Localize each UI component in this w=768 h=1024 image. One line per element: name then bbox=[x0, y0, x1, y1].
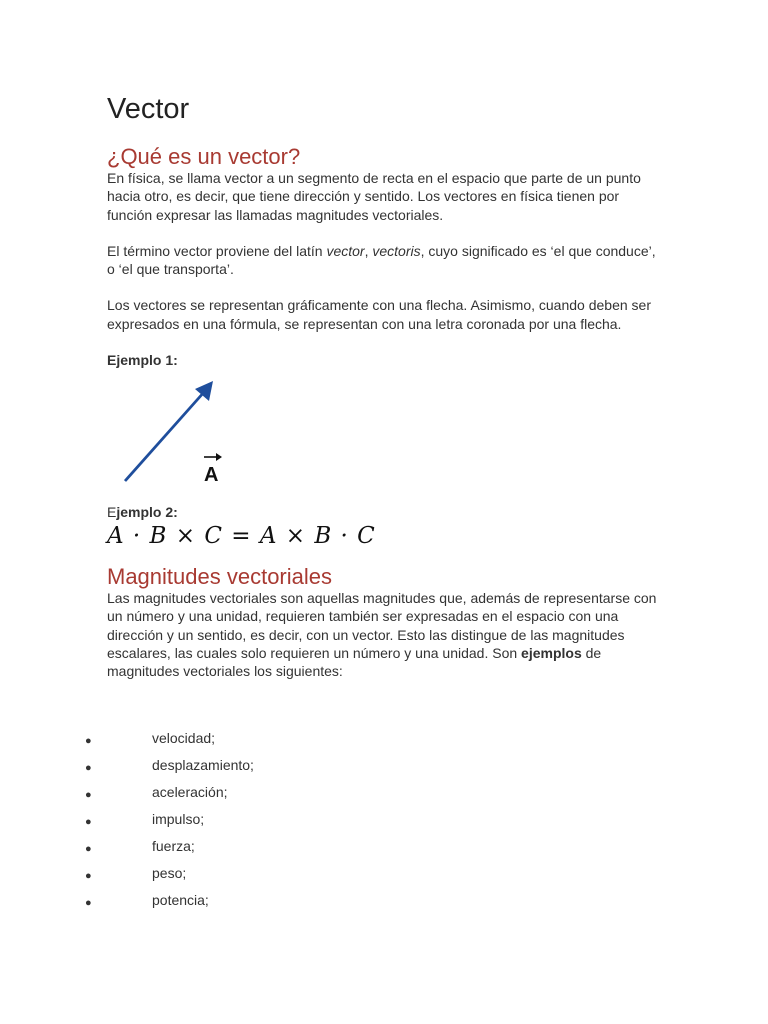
example1-label: Ejemplo 1: bbox=[107, 352, 178, 369]
vector-arrow-shaft bbox=[125, 391, 205, 481]
bullet-icon: ● bbox=[85, 870, 92, 882]
etymology-text-a: El término vector proviene del latín bbox=[107, 242, 327, 259]
section-heading-what-is-vector: ¿Qué es un vector? bbox=[107, 144, 301, 169]
example2-label-rest: jemplo 2: bbox=[116, 504, 178, 521]
bullet-icon: ● bbox=[85, 843, 92, 855]
bullet-icon: ● bbox=[85, 735, 92, 747]
example2-label bbox=[107, 503, 667, 521]
list-item: ● fuerza; bbox=[0, 837, 768, 864]
list-item: ● desplazamiento; bbox=[0, 756, 768, 783]
page-title: Vector bbox=[107, 93, 190, 125]
bullet-icon: ● bbox=[85, 897, 92, 909]
etymology-text-b: , bbox=[364, 242, 373, 259]
section-heading-vector-magnitudes: Magnitudes vectoriales bbox=[107, 564, 333, 590]
vector-symbol-a: A bbox=[204, 464, 219, 487]
symbol-overarrow-head bbox=[216, 453, 222, 461]
document-body bbox=[107, 90, 667, 681]
bullet-icon: ● bbox=[85, 762, 92, 774]
bullet-icon: ● bbox=[85, 789, 92, 801]
list-item: ● peso; bbox=[0, 864, 768, 891]
magnitudes-text-b: de magnitudes vectoriales los siguientes: bbox=[107, 644, 602, 680]
etymology-term-vectoris: vectoris bbox=[372, 242, 421, 259]
list-item: ● aceleración; bbox=[0, 783, 768, 810]
list-item: ● velocidad; bbox=[0, 729, 768, 756]
paragraph-etymology bbox=[107, 242, 667, 279]
etymology-text-c: , cuyo significado es ‘el que conduce’, o ‘el que transporta’. bbox=[107, 242, 656, 278]
list-item: ● impulso; bbox=[0, 810, 768, 837]
vector-arrow-diagram bbox=[107, 375, 247, 489]
etymology-term-vector: vector bbox=[326, 242, 365, 259]
paragraph-magnitudes bbox=[107, 589, 667, 680]
magnitudes-bold-examples: ejemplos bbox=[521, 644, 582, 661]
magnitudes-list bbox=[0, 729, 768, 918]
magnitudes-text-a: Las magnitudes vectoriales son aquellas magnitudes que, además de representarse con un número y una unidad, requieren también ser expresadas en el espacio con una dirección y un sentido, es decir, con un vector. Esto las distingue de las magnitudes escalares, las cuales solo requieren un número y una unidad. Son bbox=[107, 590, 657, 661]
list-item: ● potencia; bbox=[0, 891, 768, 918]
example2-label-prefix: E bbox=[107, 504, 117, 521]
vector-formula: A · B × C = A × B · C bbox=[107, 523, 376, 550]
example1-figure bbox=[107, 375, 247, 489]
paragraph-definition: En física, se llama vector a un segmento de recta en el espacio que parte de un punto hacia otro, es decir, que tiene dirección y sentido. Los vectores en física tienen por función expresar las llamadas magnitudes vectoriales. bbox=[107, 170, 641, 223]
bullet-icon: ● bbox=[85, 816, 92, 828]
paragraph-representation: Los vectores se representan gráficamente con una flecha. Asimismo, cuando deben ser expresados en una fórmula, se representan con una letra coronada por una flecha. bbox=[107, 297, 651, 332]
